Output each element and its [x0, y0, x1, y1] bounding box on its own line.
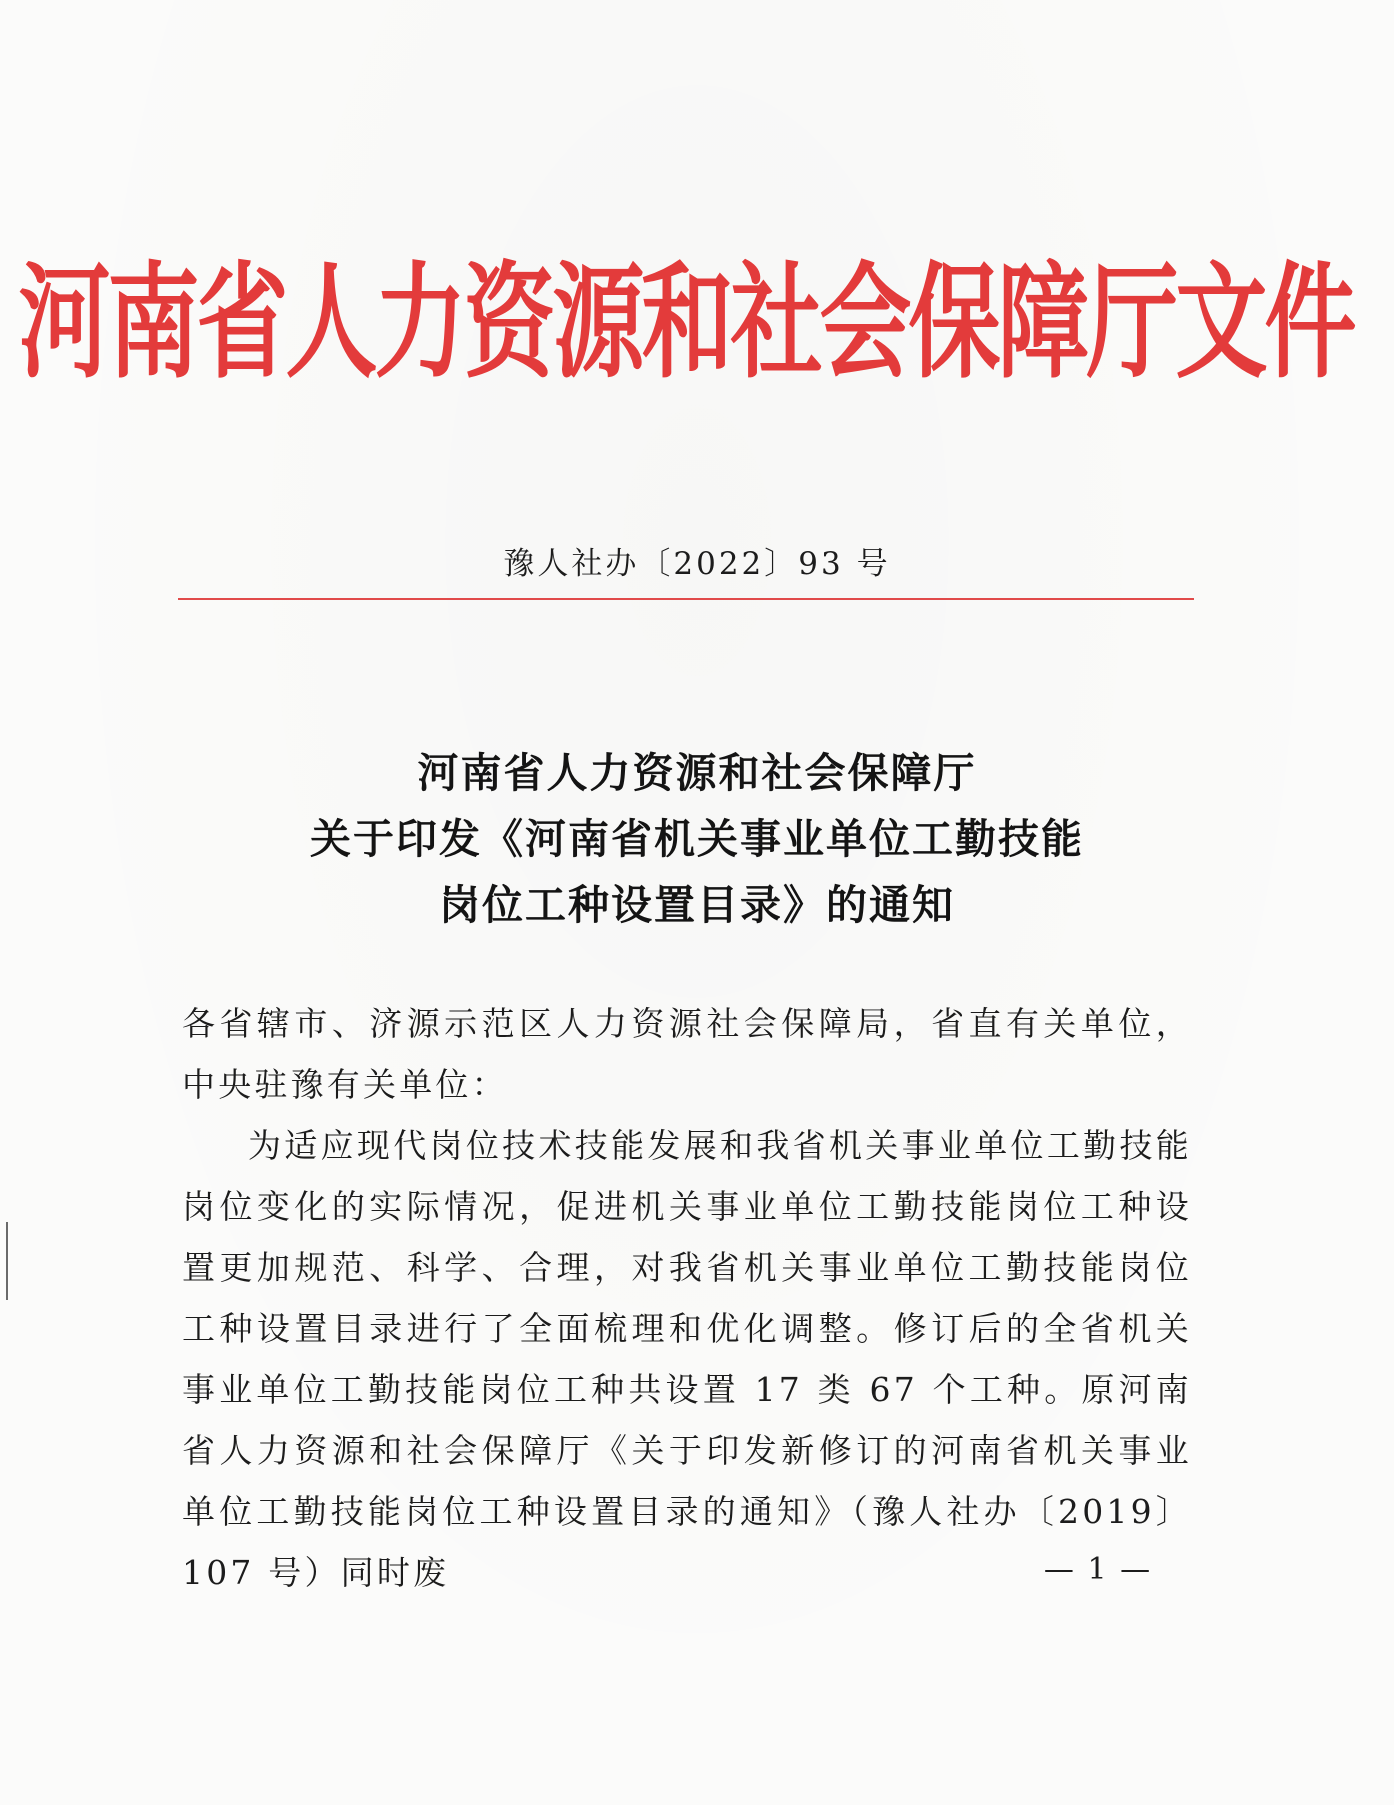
body-paragraph-1: 为适应现代岗位技术技能发展和我省机关事业单位工勤技能岗位变化的实际情况，促进机关事业单位工勤技能岗位工种设置更加规范、科学、合理，对我省机关事业单位工勤技能岗位工种设置目录进行了全面梳理和优化调整。修订后的全省机关事业单位工勤技能岗位工种共设置 17 类 67 个工种。原河南省人力资源和社会保障厅《关于印发新修订的河南省机关事业单位工勤技能岗位工种设置目录的通知》（豫人社办〔2019〕107 号）同时废 — [182, 1126, 1192, 1592]
salutation: 各省辖市、济源示范区人力资源社会保障局，省直有关单位，中央驻豫有关单位： — [182, 1004, 1192, 1104]
notice-body — [182, 993, 1192, 1603]
title-line-2: 关于印发《河南省机关事业单位工勤技能 — [310, 815, 1084, 863]
red-divider-line — [178, 598, 1194, 600]
title-line-1: 河南省人力资源和社会保障厅 — [417, 749, 977, 797]
scan-edge-mark — [6, 1222, 8, 1300]
notice-title — [0, 740, 1394, 938]
page-number: — 1 — — [1043, 1552, 1153, 1587]
document-red-heading: 河南省人力资源和社会保障厅文件 — [18, 250, 1354, 396]
title-line-3: 岗位工种设置目录》的通知 — [439, 881, 955, 929]
document-number: 豫人社办〔2022〕93 号 — [503, 546, 891, 582]
